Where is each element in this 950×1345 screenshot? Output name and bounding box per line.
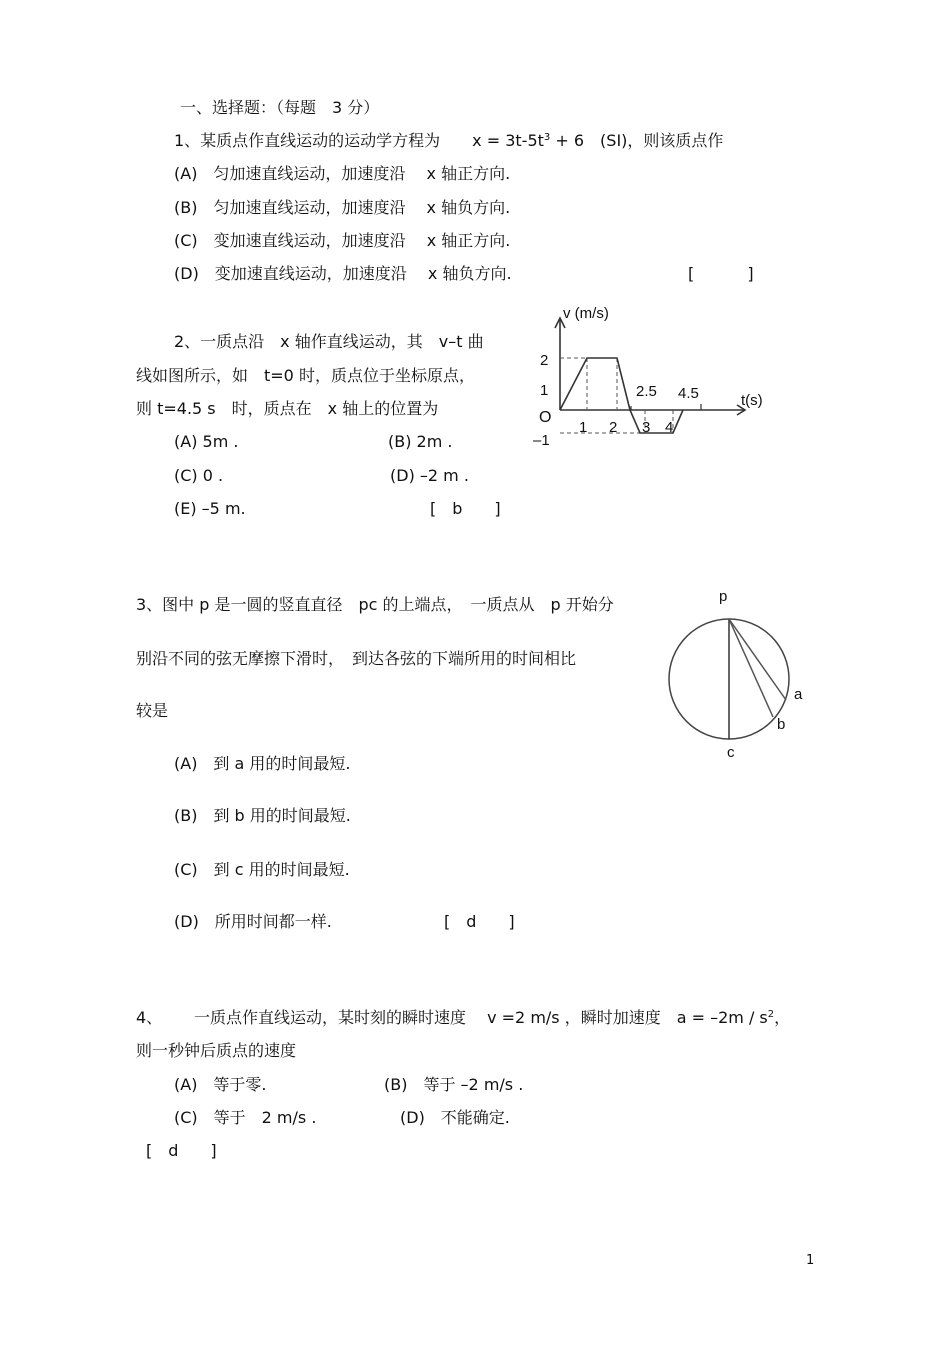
q4-option-a: (A) 等于零. xyxy=(174,1075,267,1094)
q1-stem xyxy=(174,131,723,151)
q2-option-c: (C) 0 . xyxy=(174,466,224,485)
x-tick-3: 3 xyxy=(642,419,651,436)
q2-option-a: (A) 5m . xyxy=(174,432,239,451)
q2-option-e: (E) –5 m. xyxy=(174,499,246,518)
q2-line-1: 2、一质点沿 x 轴作直线运动，其 v–t 曲 xyxy=(174,332,484,351)
q4-option-b: (B) 等于 –2 m/s . xyxy=(384,1075,524,1094)
x-tick-4: 4 xyxy=(665,419,674,436)
q2-line-2: 线如图所示，如 t=0 时，质点位于坐标原点， xyxy=(136,366,475,385)
q1-option-b: (B) 匀加速直线运动，加速度沿 x 轴负方向. xyxy=(174,198,511,217)
q3-answer-bracket: [ d ] xyxy=(444,912,515,931)
circle-figure xyxy=(660,582,820,767)
q2-option-d: (D) –2 m . xyxy=(390,466,469,485)
q2-line-3: 则 t=4.5 s 时，质点在 x 轴上的位置为 xyxy=(136,399,439,418)
vt-graph xyxy=(525,298,785,458)
q2-option-b: (B) 2m . xyxy=(388,432,453,451)
q3-option-d: (D) 所用时间都一样. xyxy=(174,912,332,931)
q4-stem xyxy=(194,1008,790,1028)
label-b: b xyxy=(777,716,786,733)
q3-line-1: 3、图中 p 是一圆的竖直直径 pc 的上端点， 一质点从 p 开始分 xyxy=(136,595,614,614)
y-tick-minus1: –1 xyxy=(533,432,550,449)
q4-line-2: 则一秒钟后质点的速度 xyxy=(136,1041,297,1060)
section-title: 一、选择题：（每题 3 分） xyxy=(180,98,380,117)
q3-option-b: (B) 到 b 用的时间最短. xyxy=(174,806,351,825)
q2-answer-bracket: [ b ] xyxy=(430,499,501,518)
q1-option-d: (D) 变加速直线运动，加速度沿 x 轴负方向. xyxy=(174,264,512,283)
q4-option-c: (C) 等于 2 m/s . xyxy=(174,1108,317,1127)
q1-option-c: (C) 变加速直线运动，加速度沿 x 轴正方向. xyxy=(174,231,511,250)
label-p: p xyxy=(719,588,728,605)
q4-answer-bracket: [ d ] xyxy=(146,1141,217,1160)
x-tick-1: 1 xyxy=(579,419,588,436)
q4-stem-sup: 2 xyxy=(767,1009,775,1020)
x-tick-2.5: 2.5 xyxy=(636,383,657,400)
v-axis-label: v (m/s) xyxy=(563,305,609,322)
q3-option-a: (A) 到 a 用的时间最短. xyxy=(174,754,351,773)
label-a: a xyxy=(794,686,803,703)
q1-option-a: (A) 匀加速直线运动，加速度沿 x 轴正方向. xyxy=(174,164,511,183)
q4-stem-post: ， xyxy=(774,1008,791,1027)
y-tick-2: 2 xyxy=(540,352,549,369)
y-tick-1: 1 xyxy=(540,382,549,399)
q4-stem-pre: 一质点作直线运动，某时刻的瞬时速度 v =2 m/s ，瞬时加速度 a = –2m / s xyxy=(194,1008,768,1027)
q1-answer-bracket: [ ] xyxy=(688,264,754,283)
x-tick-4.5: 4.5 xyxy=(678,385,699,402)
q1-stem-post: + 6 (SI)，则该质点作 xyxy=(550,131,724,150)
x-tick-2: 2 xyxy=(609,419,618,436)
q4-option-d: (D) 不能确定. xyxy=(400,1108,510,1127)
label-c: c xyxy=(727,744,735,761)
chord-pb xyxy=(729,619,773,717)
q3-line-2: 别沿不同的弦无摩擦下滑时， 到达各弦的下端所用的时间相比 xyxy=(136,649,577,668)
origin-label: O xyxy=(539,409,552,426)
q1-stem-sup: 3 xyxy=(543,132,551,143)
t-axis-label: t(s) xyxy=(741,392,763,409)
page-number: 1 xyxy=(806,1253,815,1268)
chord-pa xyxy=(729,619,786,700)
q1-stem-pre: 1、某质点作直线运动的运动学方程为 x = 3t-5t xyxy=(174,131,544,150)
q3-option-c: (C) 到 c 用的时间最短. xyxy=(174,860,350,879)
q3-line-3: 较是 xyxy=(136,701,169,720)
q4-number: 4、 xyxy=(136,1008,163,1027)
